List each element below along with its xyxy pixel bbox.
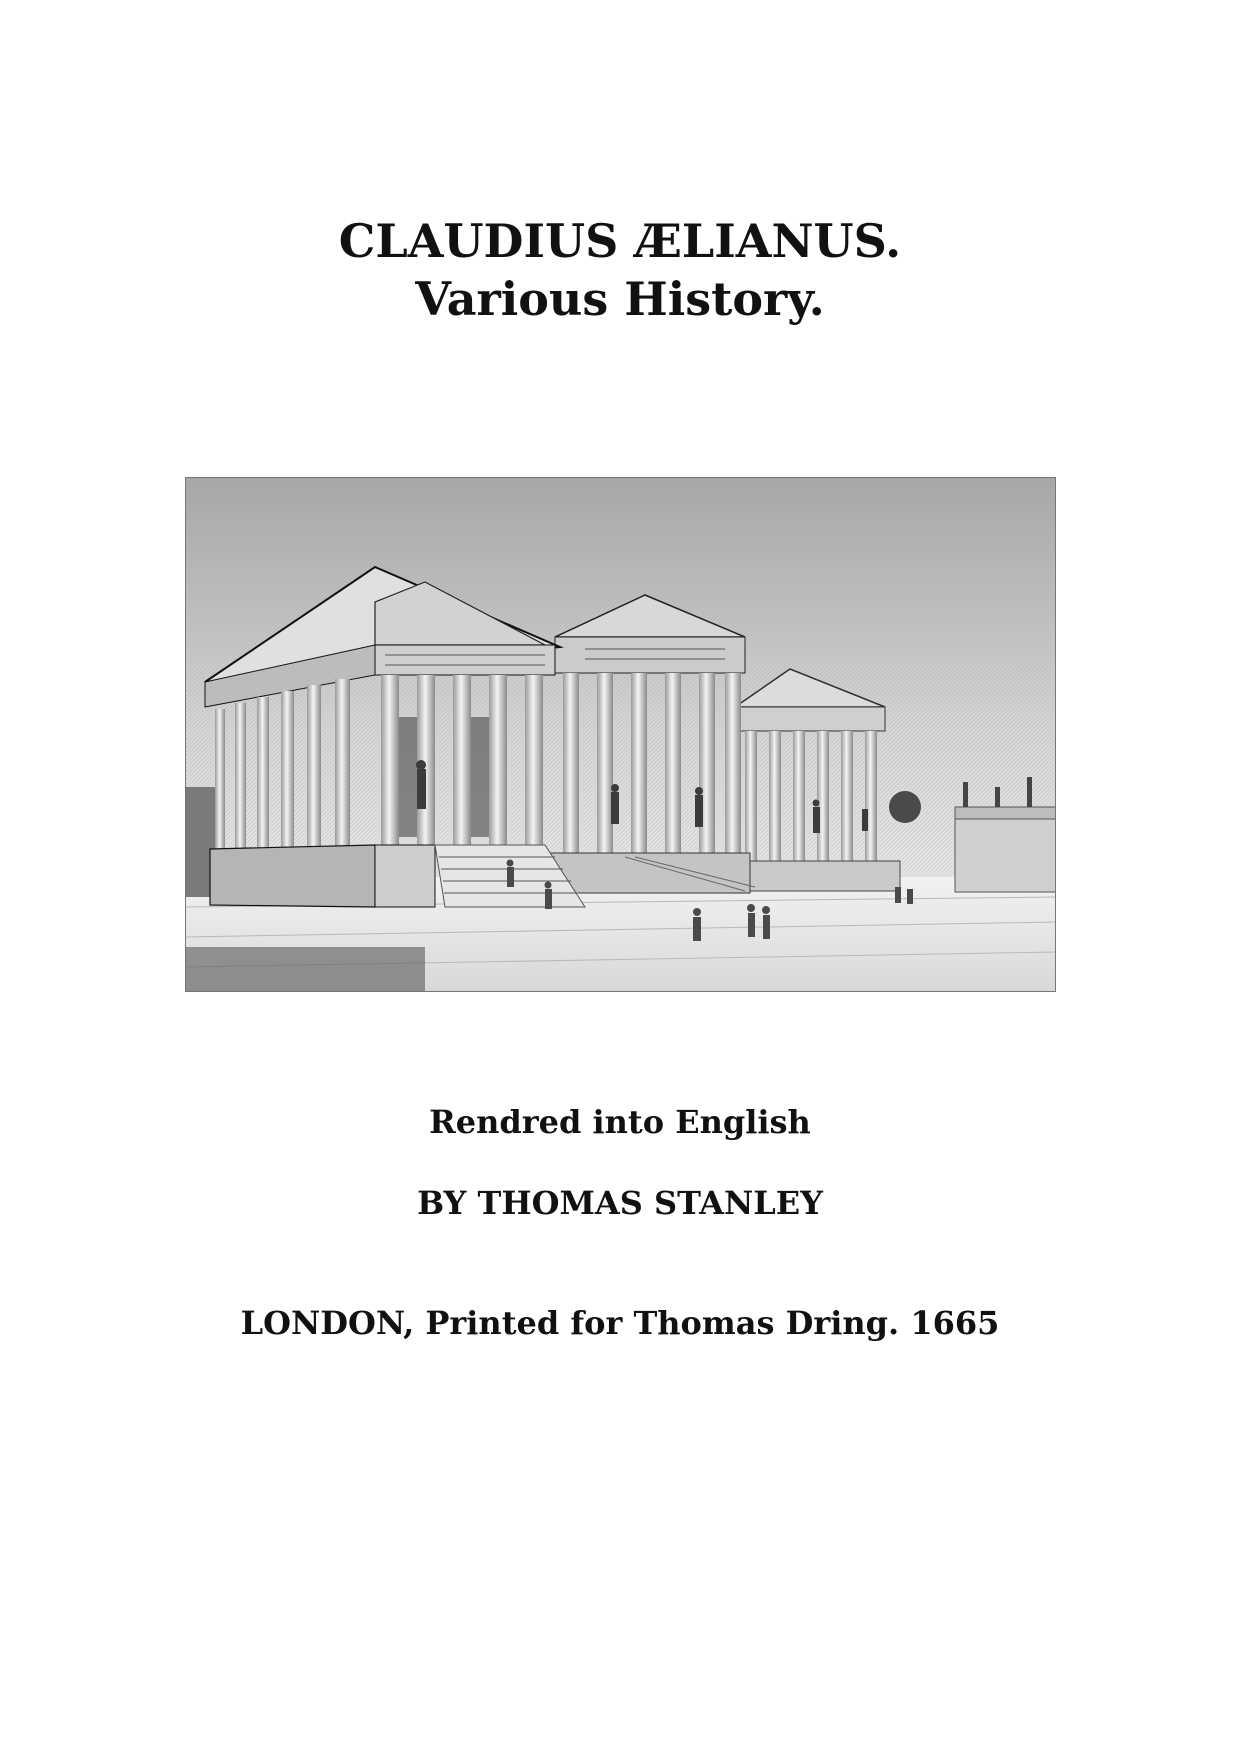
frontispiece-engraving	[185, 477, 1056, 992]
author-credit: BY THOMAS STANLEY	[417, 1184, 823, 1222]
title-block	[0, 212, 1240, 328]
book-title: CLAUDIUS ÆLIANUS.	[338, 214, 902, 268]
temples-illustration	[185, 477, 1056, 992]
book-subtitle: Various History.	[415, 272, 825, 326]
imprint: LONDON, Printed for Thomas Dring. 1665	[240, 1304, 1000, 1342]
translation-note: Rendred into English	[429, 1103, 811, 1141]
